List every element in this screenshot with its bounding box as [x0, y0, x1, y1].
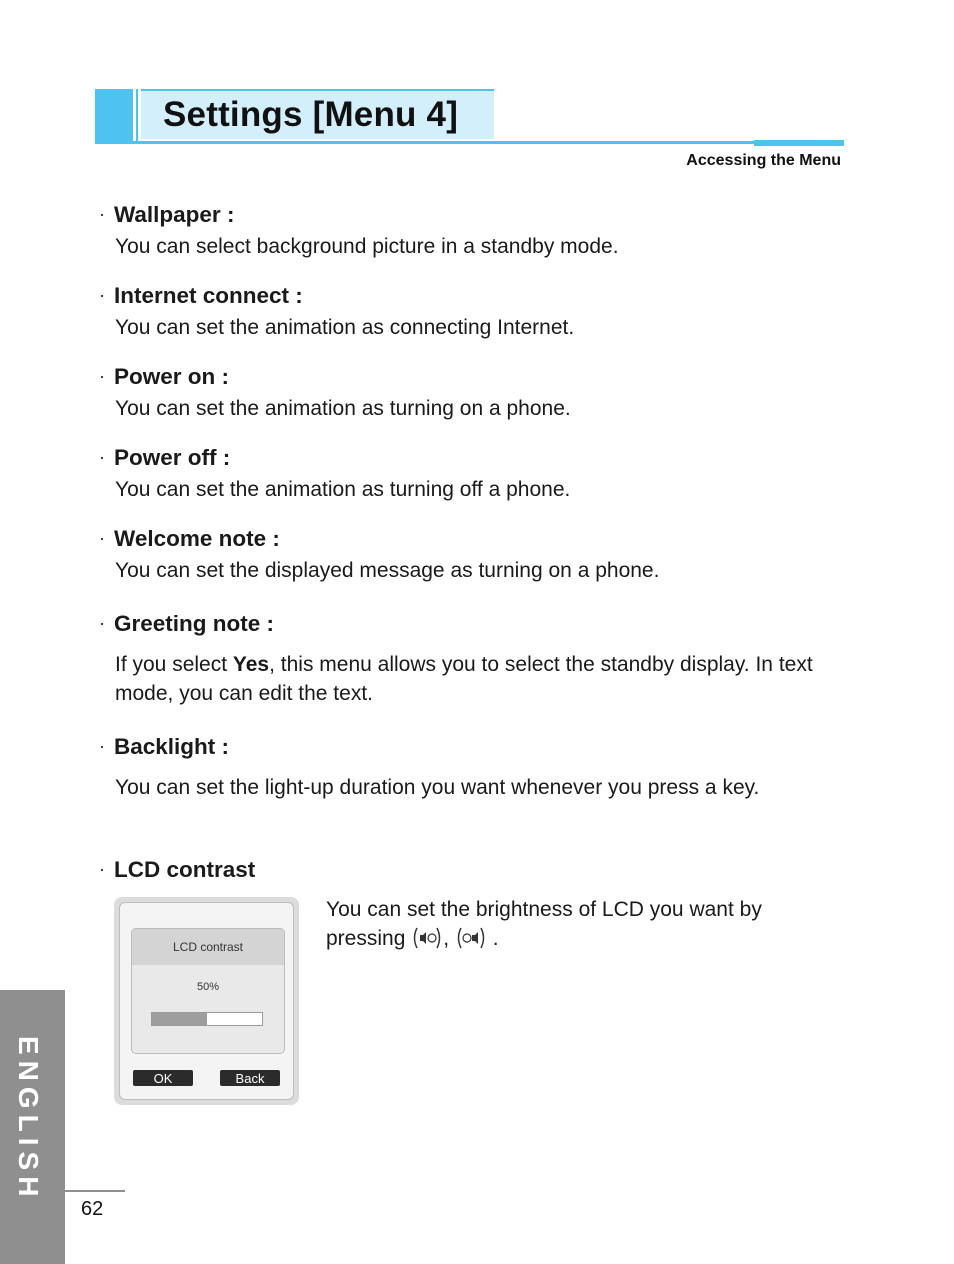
item-welcome-note — [99, 525, 839, 585]
item-title — [99, 201, 839, 228]
header-rule-accent — [754, 140, 844, 146]
section-subtitle: Accessing the Menu — [686, 152, 841, 169]
bullet: · — [99, 285, 105, 305]
phone-screen-illustration — [114, 897, 299, 1105]
bullet: · — [99, 613, 105, 633]
item-title — [99, 525, 839, 552]
item-description: You can set the animation as connecting Internet. — [115, 316, 575, 339]
page-number: 62 — [81, 1198, 104, 1220]
bullet: · — [99, 859, 105, 879]
item-backlight — [99, 733, 839, 802]
item-title-text: Greeting note : — [114, 611, 275, 636]
contrast-slider-fill — [152, 1013, 207, 1025]
item-description: You can set the light-up duration you want whenever you press a key. — [115, 776, 760, 799]
item-title-text: Welcome note : — [114, 526, 280, 551]
contrast-percent: 50% — [196, 981, 220, 993]
bullet: · — [99, 528, 105, 548]
header-rule — [95, 141, 844, 144]
bullet: · — [99, 447, 105, 467]
desc-text: If you select — [115, 653, 233, 676]
desc-text: , this menu allows you to select the standby display. In text mode, you can edit the text. — [115, 653, 813, 705]
item-title — [99, 444, 839, 471]
item-lcd-contrast — [99, 856, 839, 883]
volume-left-key-icon — [411, 925, 443, 951]
header-title-box — [141, 89, 494, 139]
item-title-text: Power off : — [114, 445, 231, 470]
item-title — [99, 282, 839, 309]
back-softkey[interactable]: Back — [220, 1070, 280, 1086]
item-title-text: Internet connect : — [114, 283, 303, 308]
item-description: You can set the animation as turning on a phone. — [115, 397, 571, 420]
item-title-text: Backlight : — [114, 734, 230, 759]
bullet: · — [99, 204, 105, 224]
item-title — [99, 733, 839, 760]
item-title — [99, 856, 839, 883]
lcd-contrast-dialog — [131, 928, 285, 1054]
lcd-contrast-description — [326, 895, 846, 953]
bullet: · — [99, 736, 105, 756]
phone-display — [119, 902, 294, 1100]
dialog-title: LCD contrast — [132, 929, 284, 965]
item-description: You can set the displayed message as turning on a phone. — [115, 559, 660, 582]
item-greeting-note — [99, 610, 839, 708]
item-internet-connect — [99, 282, 839, 342]
bullet: · — [99, 366, 105, 386]
item-title-text: Wallpaper : — [114, 202, 235, 227]
item-title — [99, 363, 839, 390]
language-label: ENGLISH — [13, 1036, 44, 1203]
contrast-slider[interactable] — [151, 1012, 263, 1026]
item-wallpaper — [99, 201, 839, 261]
item-power-on — [99, 363, 839, 423]
header-accent-block — [95, 89, 133, 141]
page-number-rule — [65, 1190, 125, 1192]
item-title-text: LCD contrast — [114, 857, 256, 882]
item-description: You can select background picture in a standby mode. — [115, 235, 619, 258]
end-text: . — [492, 927, 499, 950]
item-title — [99, 610, 839, 637]
item-title-text: Power on : — [114, 364, 230, 389]
desc-emphasis: Yes — [232, 653, 270, 676]
item-power-off — [99, 444, 839, 504]
item-description: You can set the animation as turning off a phone. — [115, 478, 571, 501]
header-accent-divider — [136, 89, 138, 141]
volume-right-key-icon — [455, 925, 487, 951]
desc-text: You can set the brightness of LCD you want by pressing — [326, 898, 762, 950]
item-description — [99, 650, 839, 708]
page-title: Settings [Menu 4] — [163, 95, 459, 134]
separator-text: , — [443, 927, 450, 950]
ok-softkey[interactable]: OK — [133, 1070, 193, 1086]
